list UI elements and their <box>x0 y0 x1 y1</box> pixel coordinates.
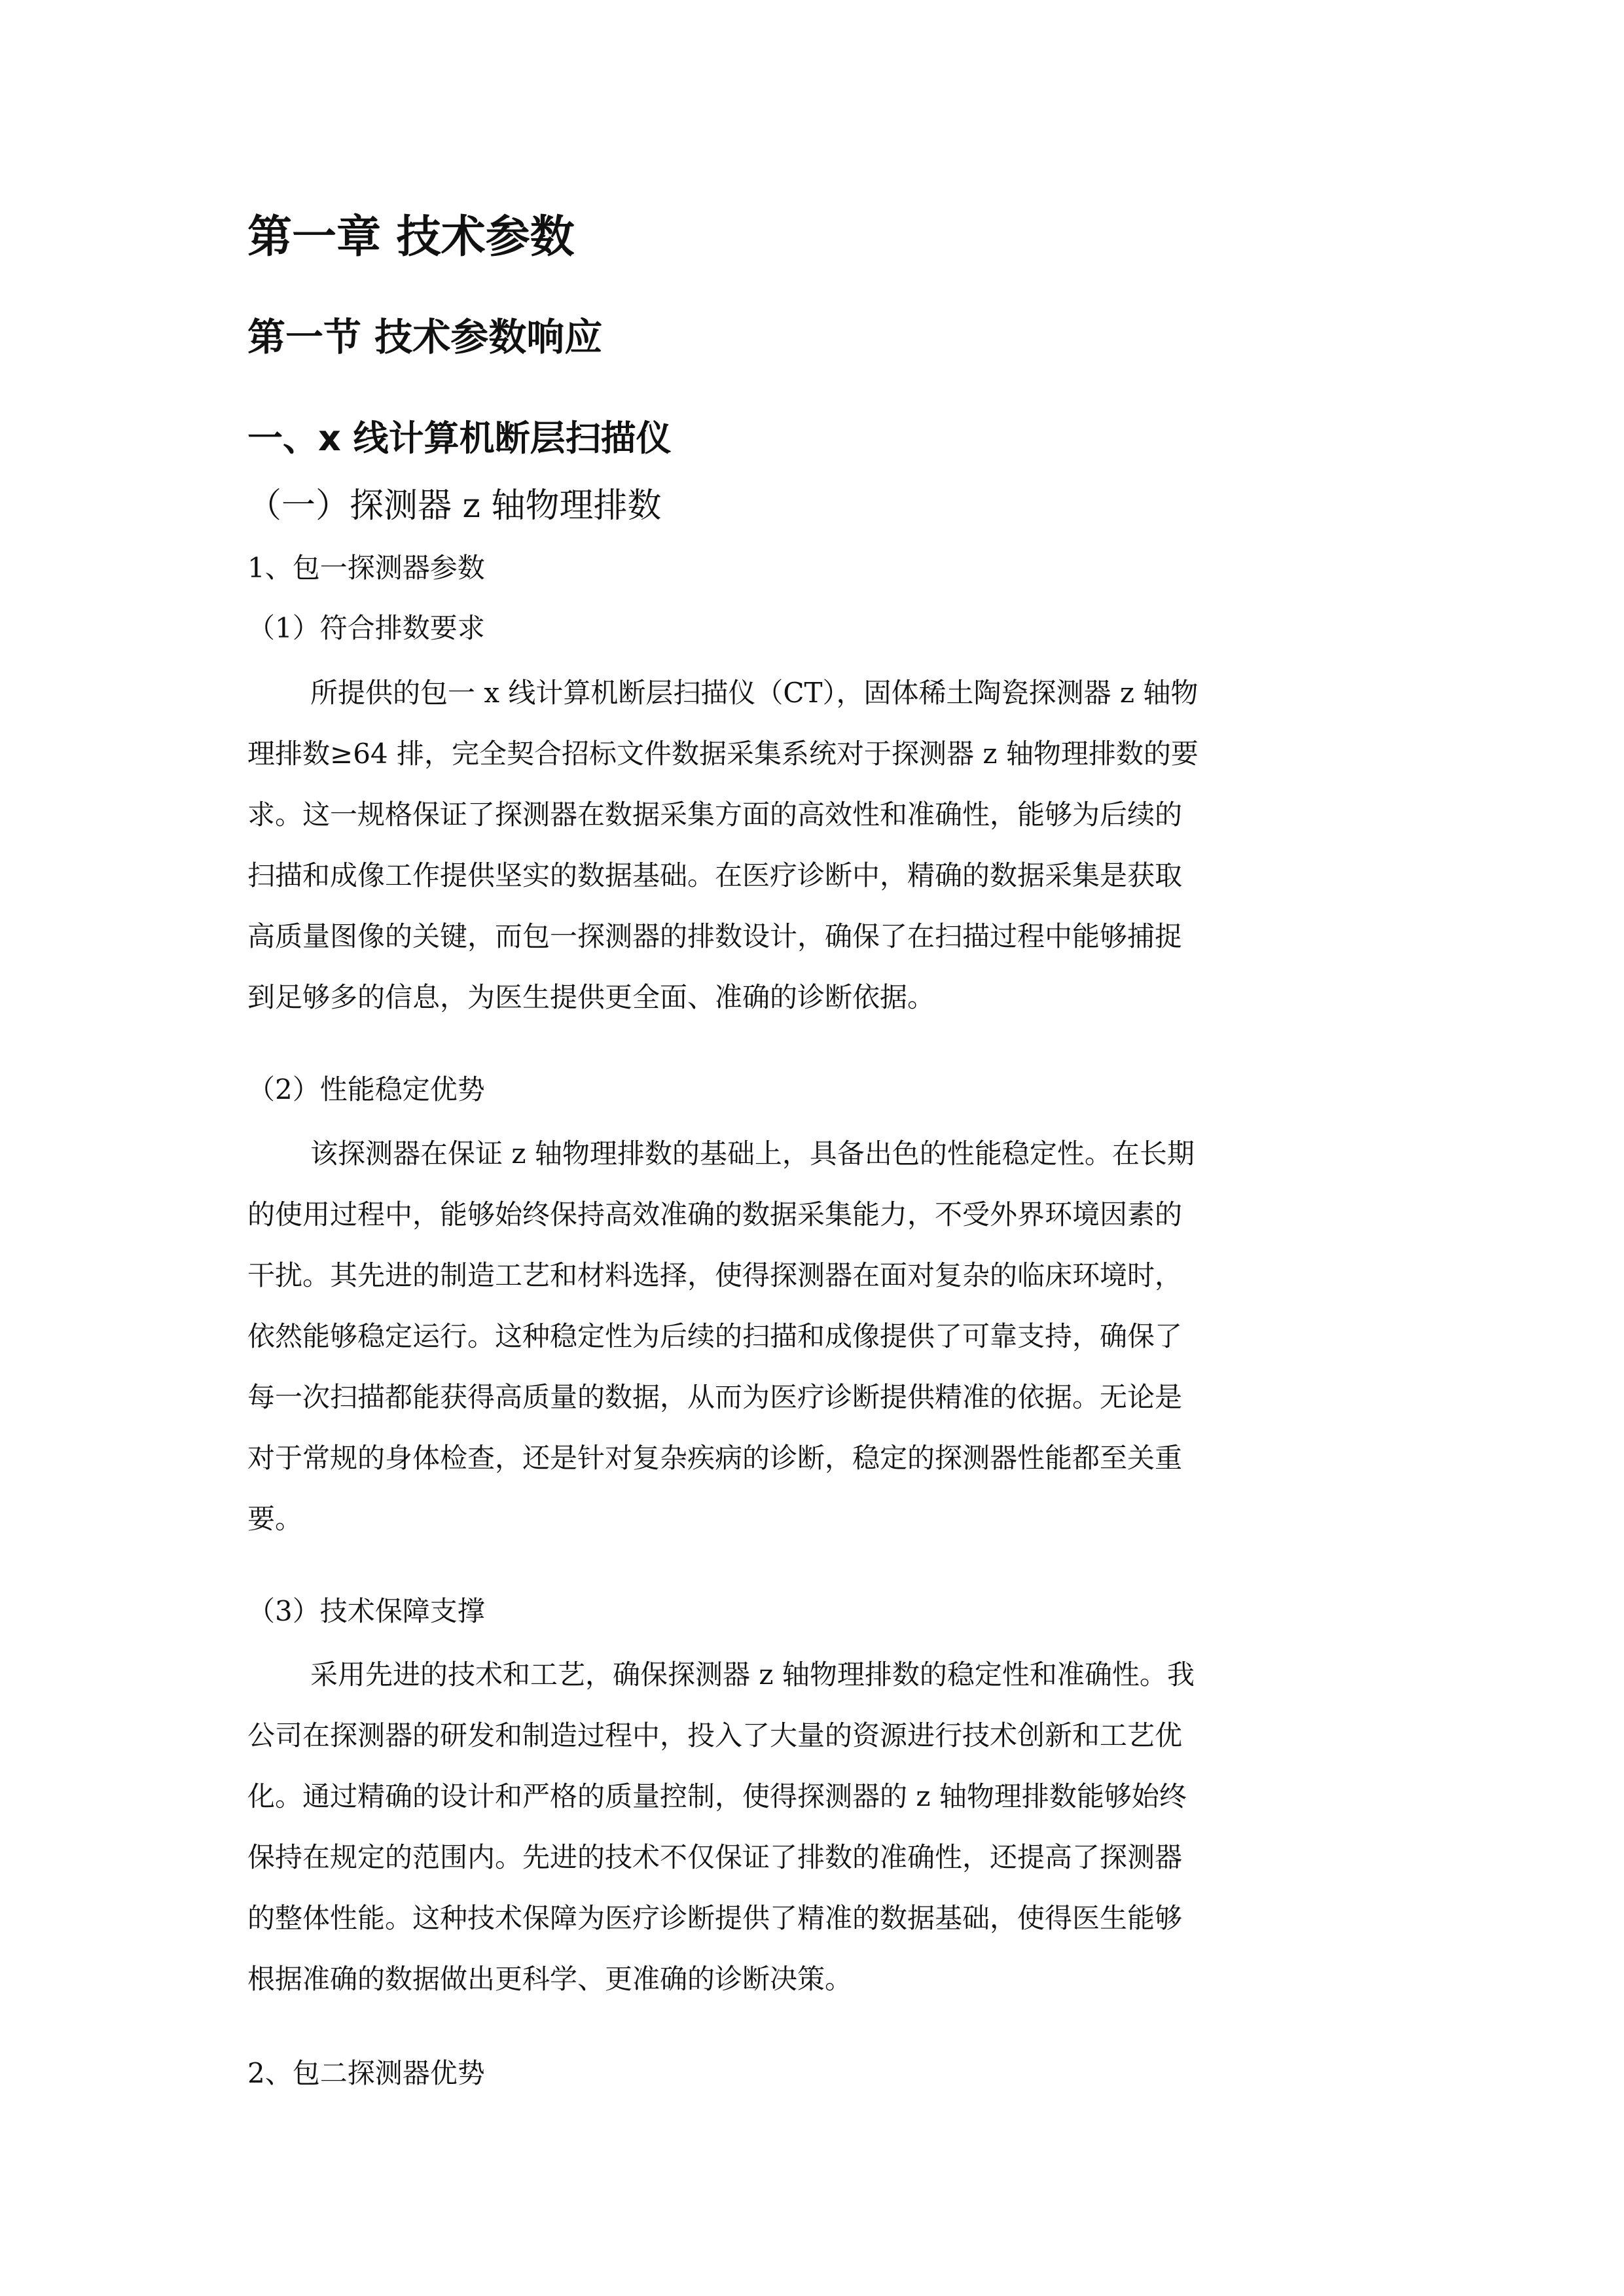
heading-detector-z-axis: （一）探测器 z 轴物理排数 <box>247 486 662 526</box>
paragraph-line: 根据准确的数据做出更科学、更准确的诊断决策。 <box>247 1963 853 1995</box>
paragraph-line: 每一次扫描都能获得高质量的数据，从而为医疗诊断提供精准的依据。无论是 <box>247 1381 1183 1413</box>
paragraph-line: 公司在探测器的研发和制造过程中，投入了大量的资源进行技术创新和工艺优 <box>247 1719 1183 1751</box>
paragraph-line: 的整体性能。这种技术保障为医疗诊断提供了精准的数据基础，使得医生能够 <box>247 1902 1183 1934</box>
chapter-title: 第一章 技术参数 <box>247 211 575 263</box>
paragraph-line: 扫描和成像工作提供坚实的数据基础。在医疗诊断中，精确的数据采集是获取 <box>247 859 1183 891</box>
heading-ct-scanner: 一、x 线计算机断层扫描仪 <box>247 418 672 459</box>
paragraph-tech-support <box>247 1644 1377 2009</box>
paragraph-line: 干扰。其先进的制造工艺和材料选择，使得探测器在面对复杂的临床环境时， <box>247 1259 1183 1291</box>
sub-heading-row-requirement: （1）符合排数要求 <box>247 612 485 644</box>
item-package-one-params: 1、包一探测器参数 <box>247 552 485 584</box>
paragraph-line: 的使用过程中，能够始终保持高效准确的数据采集能力，不受外界环境因素的 <box>247 1198 1183 1230</box>
paragraph-line: 要。 <box>247 1503 303 1535</box>
paragraph-line: 依然能够稳定运行。这种稳定性为后续的扫描和成像提供了可靠支持，确保了 <box>247 1320 1183 1352</box>
section-title: 第一节 技术参数响应 <box>247 315 603 359</box>
sub-heading-stability: （2）性能稳定优势 <box>247 1073 485 1105</box>
paragraph-line: 所提供的包一 x 线计算机断层扫描仪（CT），固体稀土陶瓷探测器 z 轴物 <box>310 677 1199 709</box>
paragraph-row-requirement <box>247 662 1377 1028</box>
paragraph-stability <box>247 1123 1377 1549</box>
paragraph-line: 采用先进的技术和工艺，确保探测器 z 轴物理排数的稳定性和准确性。我 <box>310 1659 1195 1691</box>
item-package-two-advantages: 2、包二探测器优势 <box>247 2057 485 2089</box>
paragraph-line: 保持在规定的范围内。先进的技术不仅保证了排数的准确性，还提高了探测器 <box>247 1841 1183 1873</box>
paragraph-line: 求。这一规格保证了探测器在数据采集方面的高效性和准确性，能够为后续的 <box>247 798 1183 831</box>
paragraph-line: 高质量图像的关键，而包一探测器的排数设计，确保了在扫描过程中能够捕捉 <box>247 920 1183 952</box>
paragraph-line: 到足够多的信息，为医生提供更全面、准确的诊断依据。 <box>247 981 935 1013</box>
paragraph-line: 该探测器在保证 z 轴物理排数的基础上，具备出色的性能稳定性。在长期 <box>310 1138 1195 1170</box>
sub-heading-tech-support: （3）技术保障支撑 <box>247 1595 485 1627</box>
paragraph-line: 对于常规的身体检查，还是针对复杂疾病的诊断，稳定的探测器性能都至关重 <box>247 1442 1183 1474</box>
paragraph-line: 理排数≥64 排，完全契合招标文件数据采集系统对于探测器 z 轴物理排数的要 <box>247 738 1199 770</box>
paragraph-line: 化。通过精确的设计和严格的质量控制，使得探测器的 z 轴物理排数能够始终 <box>247 1780 1187 1812</box>
